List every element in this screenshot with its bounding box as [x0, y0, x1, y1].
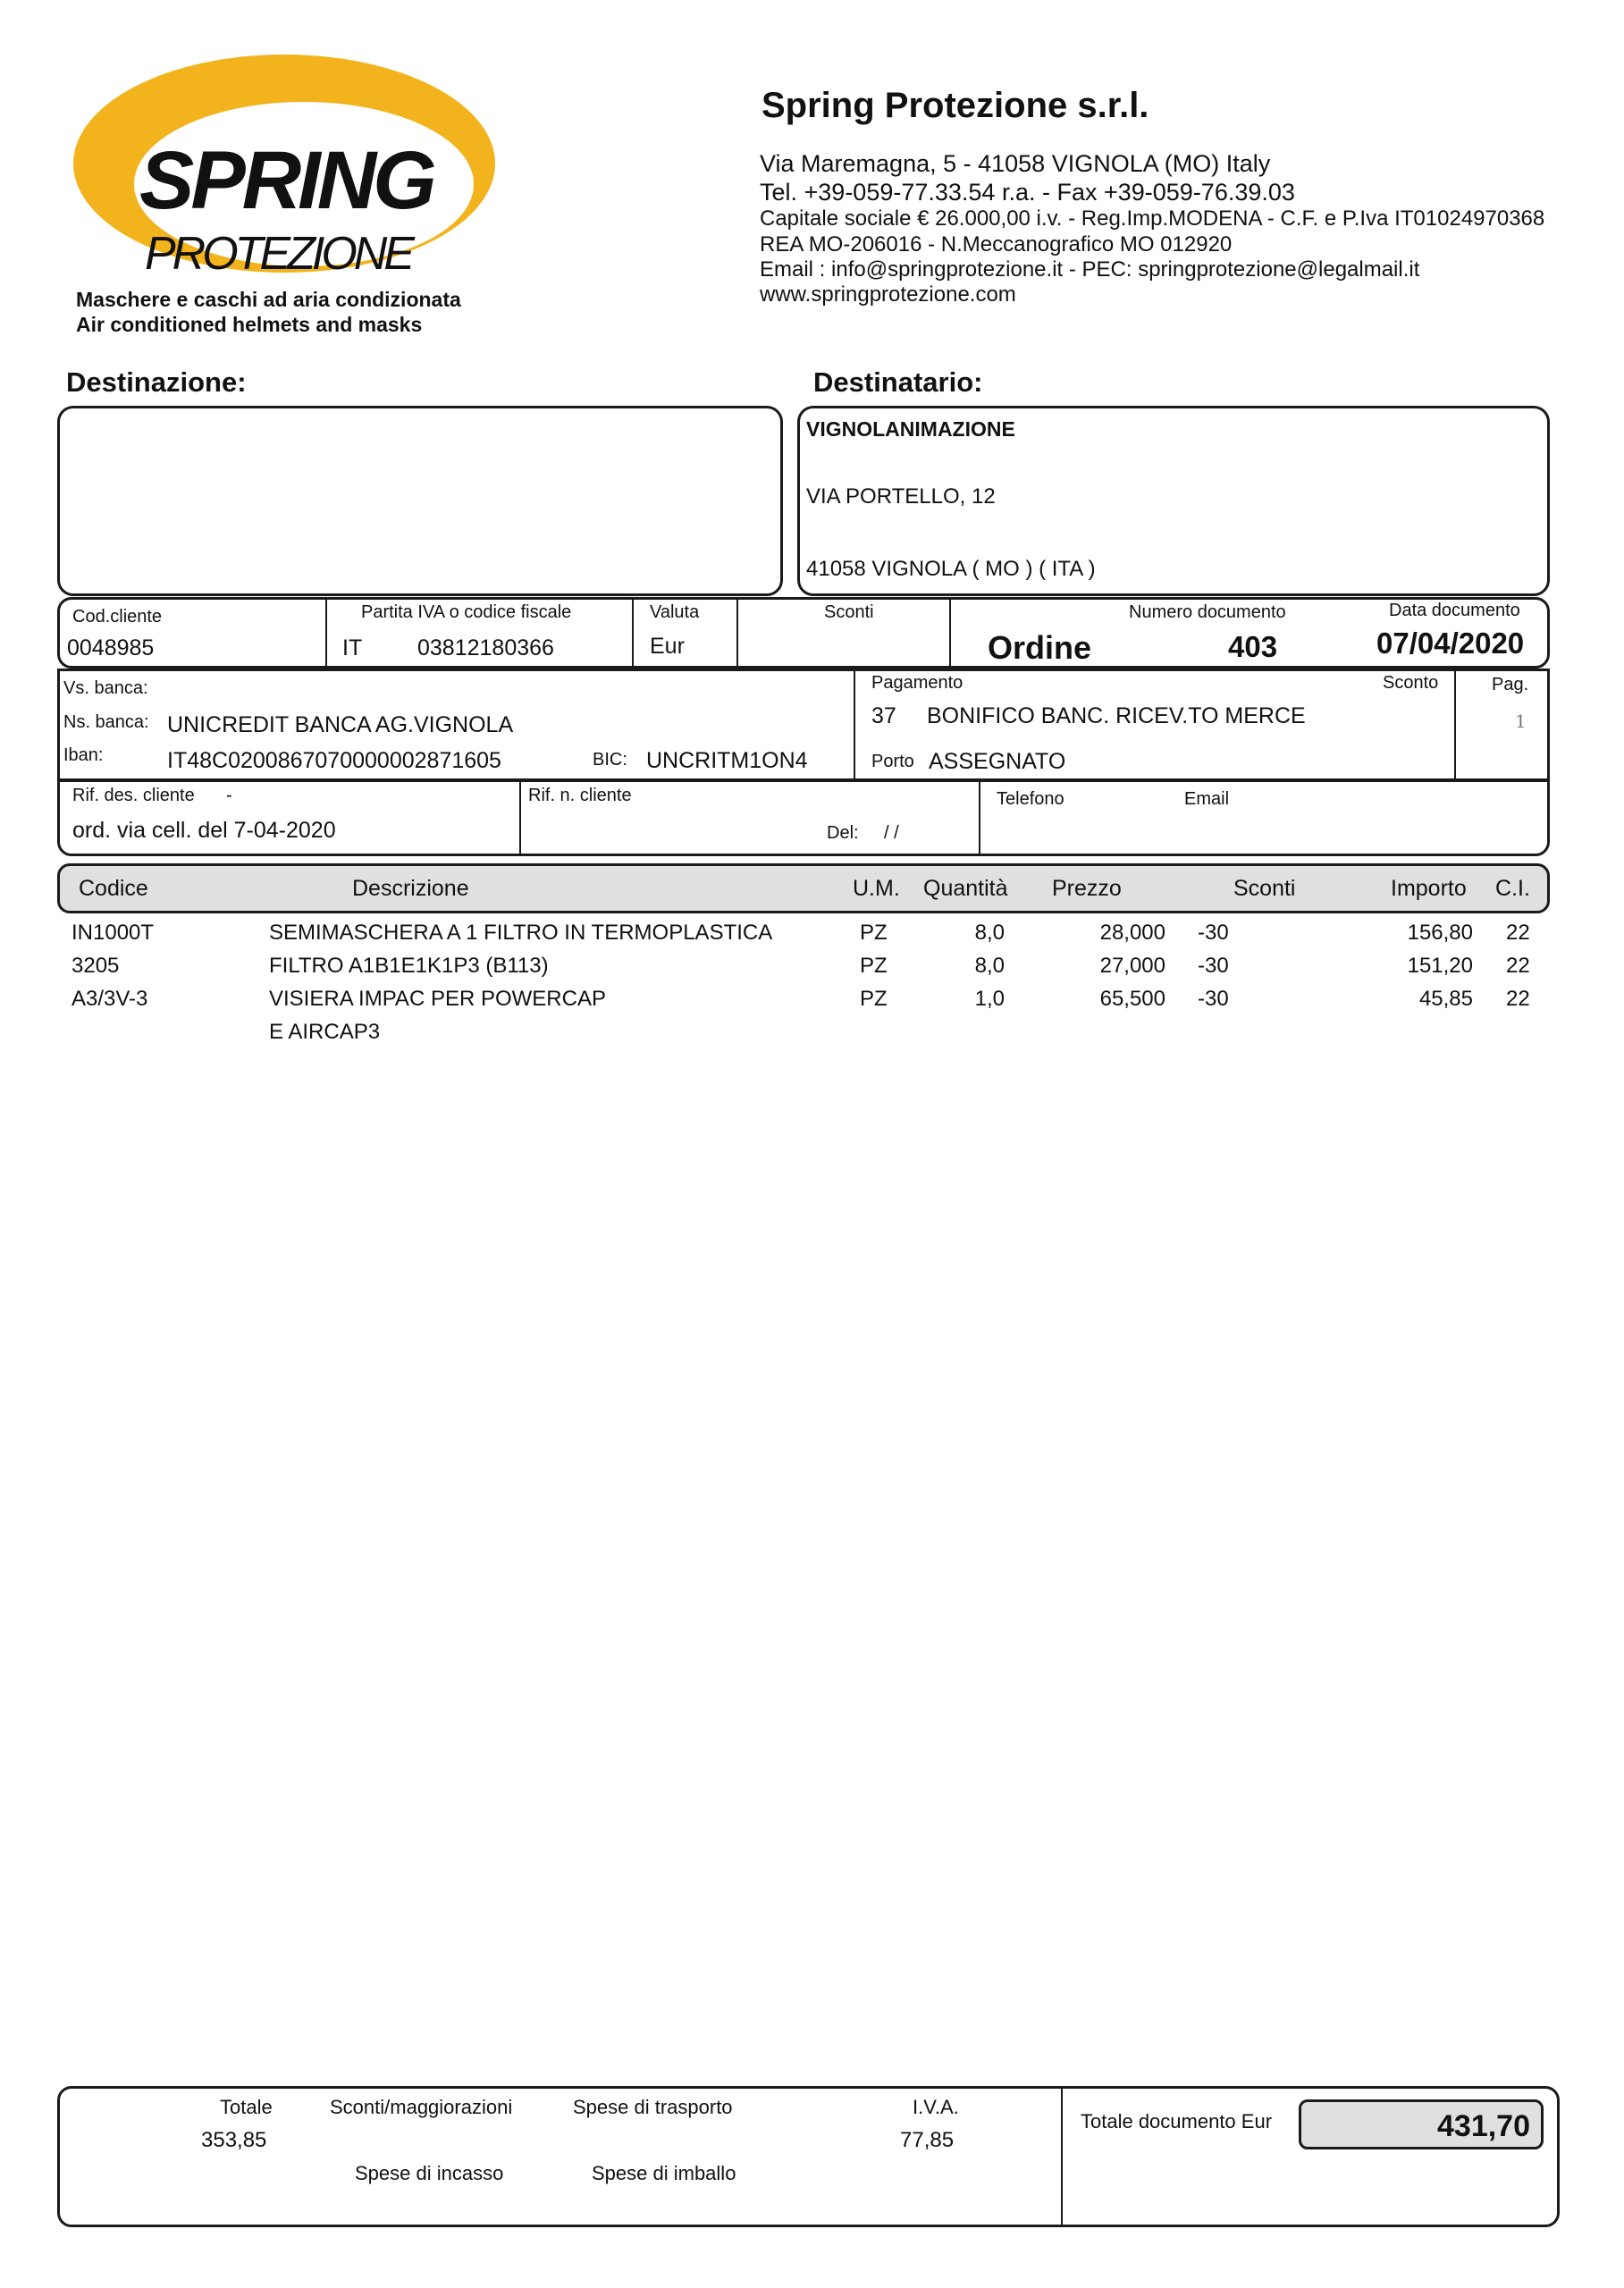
sconti-maggiorazioni-label: Sconti/maggiorazioni — [330, 2096, 513, 2118]
cell-prezzo: 27,000 — [1099, 954, 1165, 978]
table-header — [57, 863, 1550, 913]
references-box — [57, 779, 1550, 856]
ns-banca-value: UNICREDIT BANCA AG.VIGNOLA — [167, 712, 514, 737]
pag-label: Pag. — [1492, 675, 1529, 694]
header-sconti: Sconti — [1233, 876, 1296, 901]
cell-quantita: 8,0 — [974, 954, 1005, 978]
table-row — [0, 954, 1624, 986]
bic-label: BIC: — [593, 750, 627, 770]
porto-label: Porto — [871, 752, 914, 771]
porto-value: ASSEGNATO — [929, 749, 1066, 774]
totale-documento-label: Totale documento Eur — [1081, 2110, 1273, 2132]
cell-prezzo: 28,000 — [1099, 921, 1165, 945]
iban-label: Iban: — [63, 745, 104, 765]
telefono-label: Telefono — [997, 789, 1064, 809]
pagamento-value: BONIFICO BANC. RICEV.TO MERCE — [927, 703, 1306, 728]
spese-trasporto-label: Spese di trasporto — [573, 2096, 733, 2118]
totale-value: 353,85 — [201, 2128, 267, 2152]
header-ci: C.I. — [1495, 876, 1530, 901]
cell-ci: 22 — [1506, 987, 1530, 1011]
document-type: Ordine — [988, 629, 1092, 666]
cell-ci: 22 — [1506, 921, 1530, 945]
cod-cliente-value: 0048985 — [67, 635, 155, 660]
company-name: Spring Protezione s.r.l. — [762, 86, 1149, 125]
document-number: 403 — [1228, 630, 1278, 663]
table-row — [0, 921, 1624, 953]
recipient-name: VIGNOLANIMAZIONE — [806, 417, 1015, 441]
header-prezzo: Prezzo — [1052, 876, 1122, 901]
rif-n-cliente-label: Rif. n. cliente — [528, 786, 632, 805]
company-rea: REA MO-206016 - N.Meccanografico MO 012920 — [760, 232, 1233, 257]
logo-tagline-en: Air conditioned helmets and masks — [76, 313, 423, 336]
destinatario-label: Destinatario: — [813, 366, 983, 398]
data-documento-label: Data documento — [1389, 601, 1520, 620]
valuta-value: Eur — [650, 634, 685, 659]
bic-value: UNCRITM1ON4 — [646, 748, 808, 773]
cell-descrizione: SEMIMASCHERA A 1 FILTRO IN TERMOPLASTICA — [269, 921, 773, 945]
rif-des-cliente-value: ord. via cell. del 7-04-2020 — [72, 818, 336, 843]
cell-quantita: 8,0 — [974, 921, 1005, 945]
header-importo: Importo — [1391, 876, 1467, 901]
cell-prezzo: 65,500 — [1099, 987, 1165, 1011]
totale-documento-box — [1299, 2099, 1544, 2149]
cell-importo: 156,80 — [1407, 921, 1473, 945]
header-descrizione: Descrizione — [352, 876, 469, 901]
iva-label: I.V.A. — [913, 2096, 959, 2118]
cod-cliente-label: Cod.cliente — [72, 607, 163, 627]
del-label: Del: — [827, 823, 859, 843]
document-date: 07/04/2020 — [1376, 627, 1525, 660]
pagamento-label: Pagamento — [871, 673, 963, 693]
header-um: U.M. — [853, 876, 900, 901]
destinazione-label: Destinazione: — [66, 366, 247, 398]
destinazione-box — [57, 406, 783, 596]
iban-value: IT48C0200867070000002871605 — [167, 748, 501, 773]
header-codice: Codice — [79, 876, 148, 901]
destinatario-box — [797, 406, 1550, 596]
ns-banca-label: Ns. banca: — [63, 712, 149, 732]
email-label: Email — [1184, 789, 1230, 809]
cell-ci: 22 — [1506, 954, 1530, 978]
company-phone: Tel. +39-059-77.33.54 r.a. - Fax +39-059-76.39.03 — [760, 179, 1295, 206]
company-email: Email : info@springprotezione.it - PEC: springprotezione@legalmail.it — [760, 257, 1420, 282]
iva-value: 77,85 — [900, 2128, 955, 2152]
cell-codice: 3205 — [72, 954, 120, 978]
company-logo — [70, 52, 517, 302]
table-row — [0, 987, 1624, 1019]
cell-descrizione: FILTRO A1B1E1K1P3 (B113) — [269, 954, 549, 978]
piva-label: Partita IVA o codice fiscale — [361, 602, 572, 622]
company-website: www.springprotezione.com — [760, 282, 1016, 307]
cell-um: PZ — [860, 954, 888, 978]
cell-sconti: -30 — [1198, 921, 1229, 945]
cell-descrizione: E AIRCAP3 — [269, 1020, 381, 1044]
cell-um: PZ — [860, 921, 888, 945]
bank-payment-box — [57, 669, 1550, 781]
sconto-label: Sconto — [1383, 673, 1439, 693]
vs-banca-label: Vs. banca: — [63, 678, 148, 698]
cell-importo: 151,20 — [1407, 954, 1473, 978]
sconti-label: Sconti — [824, 602, 874, 622]
cell-descrizione: VISIERA IMPAC PER POWERCAP — [269, 987, 606, 1011]
cell-quantita: 1,0 — [974, 987, 1005, 1011]
logo-word-protezione: PROTEZIONE — [145, 228, 412, 280]
rif-des-cliente-dot: - — [226, 786, 232, 805]
totale-documento-value: 431,70 — [1437, 2109, 1530, 2143]
company-address: Via Maremagna, 5 - 41058 VIGNOLA (MO) Italy — [760, 150, 1271, 177]
spese-incasso-label: Spese di incasso — [355, 2162, 504, 2184]
pag-value: 1 — [1515, 711, 1527, 732]
cell-sconti: -30 — [1198, 954, 1229, 978]
del-value: / / — [884, 823, 899, 843]
cell-codice: IN1000T — [72, 921, 155, 945]
document-info-box — [57, 597, 1550, 669]
rif-des-cliente-label: Rif. des. cliente — [72, 786, 195, 805]
logo-word-spring: SPRING — [139, 135, 433, 226]
cell-codice: A3/3V-3 — [72, 987, 148, 1011]
recipient-street: VIA PORTELLO, 12 — [806, 484, 996, 509]
recipient-city: 41058 VIGNOLA ( MO ) ( ITA ) — [806, 557, 1096, 581]
pagamento-code: 37 — [871, 703, 896, 728]
totale-label: Totale — [220, 2096, 273, 2118]
spese-imballo-label: Spese di imballo — [592, 2162, 736, 2184]
cell-sconti: -30 — [1198, 987, 1229, 1011]
header-quantita: Quantità — [923, 876, 1008, 901]
piva-value: 03812180366 — [417, 635, 554, 660]
company-capital: Capitale sociale € 26.000,00 i.v. - Reg.Imp.MODENA - C.F. e P.Iva IT01024970368 — [760, 206, 1545, 231]
numero-documento-label: Numero documento — [1129, 602, 1286, 622]
piva-country: IT — [342, 635, 363, 660]
cell-importo: 45,85 — [1418, 987, 1473, 1011]
logo-tagline-it: Maschere e caschi ad aria condizionata — [76, 288, 461, 311]
valuta-label: Valuta — [650, 602, 700, 622]
cell-um: PZ — [860, 987, 888, 1011]
totals-box — [57, 2086, 1560, 2227]
table-row — [0, 1020, 1624, 1052]
